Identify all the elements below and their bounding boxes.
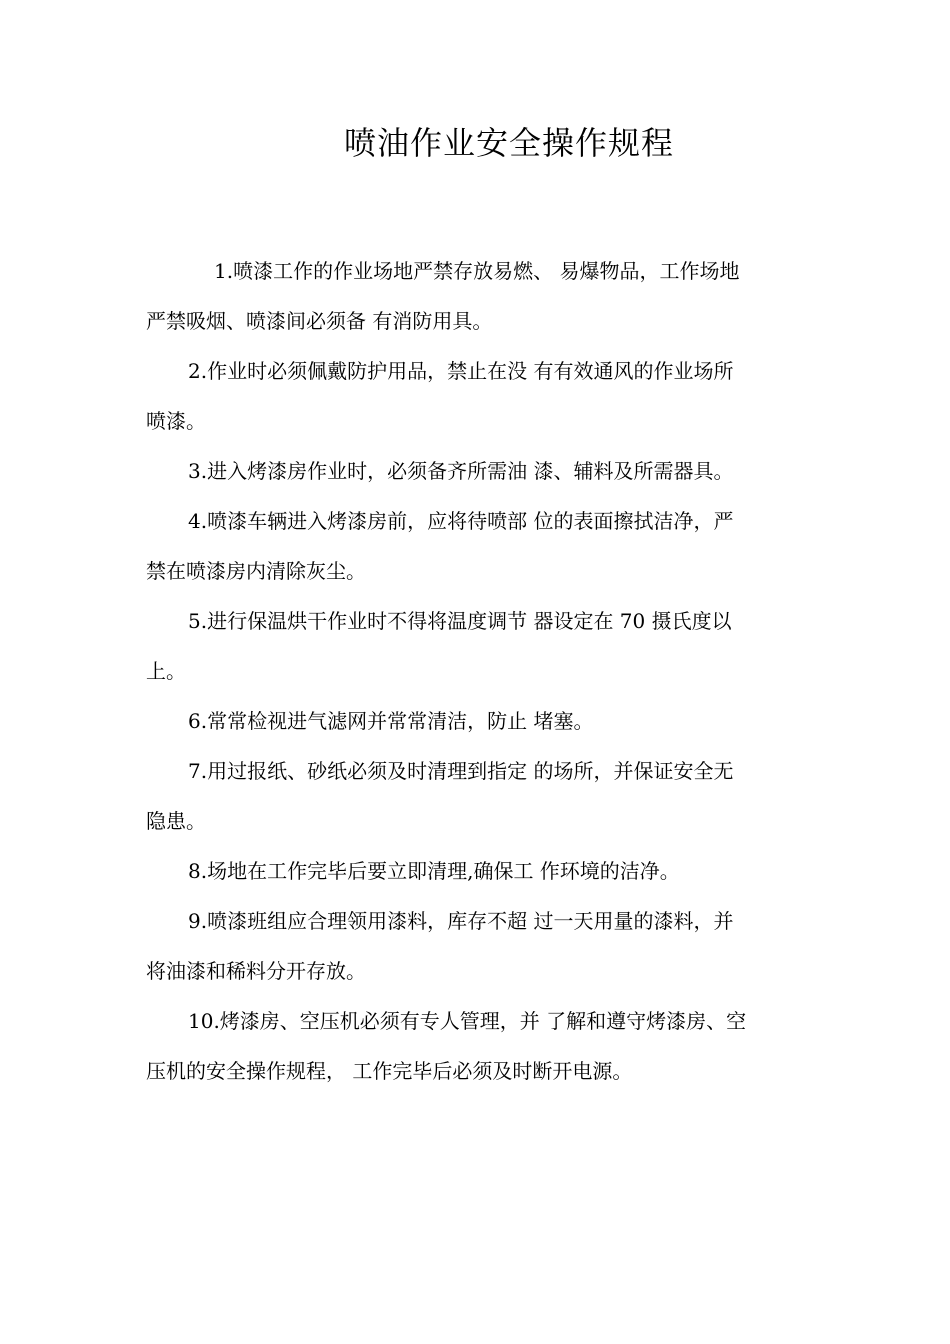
- rule-item-3: [146, 446, 806, 496]
- rule-line: 严禁吸烟、喷漆间必须备 有消防用具。: [146, 309, 493, 333]
- rule-item-8: [146, 846, 806, 896]
- rule-line: 隐患。: [146, 809, 206, 833]
- rule-line: 将油漆和稀料分开存放。: [146, 959, 366, 983]
- rule-line: 上。: [146, 659, 186, 683]
- rule-line: 1.喷漆工作的作业场地严禁存放易燃、 易爆物品，工作场地: [214, 259, 740, 283]
- rule-line: 压机的安全操作规程， 工作完毕后必须及时断开电源。: [146, 1059, 633, 1083]
- rule-line: 5.进行保温烘干作业时不得将温度调节 器设定在 70 摄氏度以: [188, 609, 732, 633]
- rule-line: 禁在喷漆房内清除灰尘。: [146, 559, 366, 583]
- rule-item-7: [146, 746, 806, 846]
- rule-item-1: [146, 246, 806, 346]
- rule-item-2: [146, 346, 806, 446]
- rule-line: 9.喷漆班组应合理领用漆料，库存不超 过一天用量的漆料，并: [188, 909, 734, 933]
- rule-line: 3.进入烤漆房作业时，必须备齐所需油 漆、辅料及所需器具。: [188, 459, 734, 483]
- rule-line: 喷漆。: [146, 409, 206, 433]
- document-body: [146, 246, 806, 1096]
- rule-line: 2.作业时必须佩戴防护用品，禁止在没 有有效通风的作业场所: [188, 359, 734, 383]
- rule-line: 8.场地在工作完毕后要立即清理,确保工 作环境的洁净。: [188, 859, 680, 883]
- rule-line: 6.常常检视进气滤网并常常清洁，防止 堵塞。: [188, 709, 594, 733]
- rule-item-9: [146, 896, 806, 996]
- rule-line: 4.喷漆车辆进入烤漆房前，应将待喷部 位的表面擦拭洁净，严: [188, 509, 734, 533]
- rule-item-5: [146, 596, 806, 696]
- rule-item-6: [146, 696, 806, 746]
- rule-item-4: [146, 496, 806, 596]
- document-title: 喷油作业安全操作规程: [343, 124, 674, 162]
- rule-line: 10.烤漆房、空压机必须有专人管理，并 了解和遵守烤漆房、空: [188, 1009, 747, 1033]
- rule-line: 7.用过报纸、砂纸必须及时清理到指定 的场所，并保证安全无: [188, 759, 734, 783]
- rule-item-10: [146, 996, 806, 1096]
